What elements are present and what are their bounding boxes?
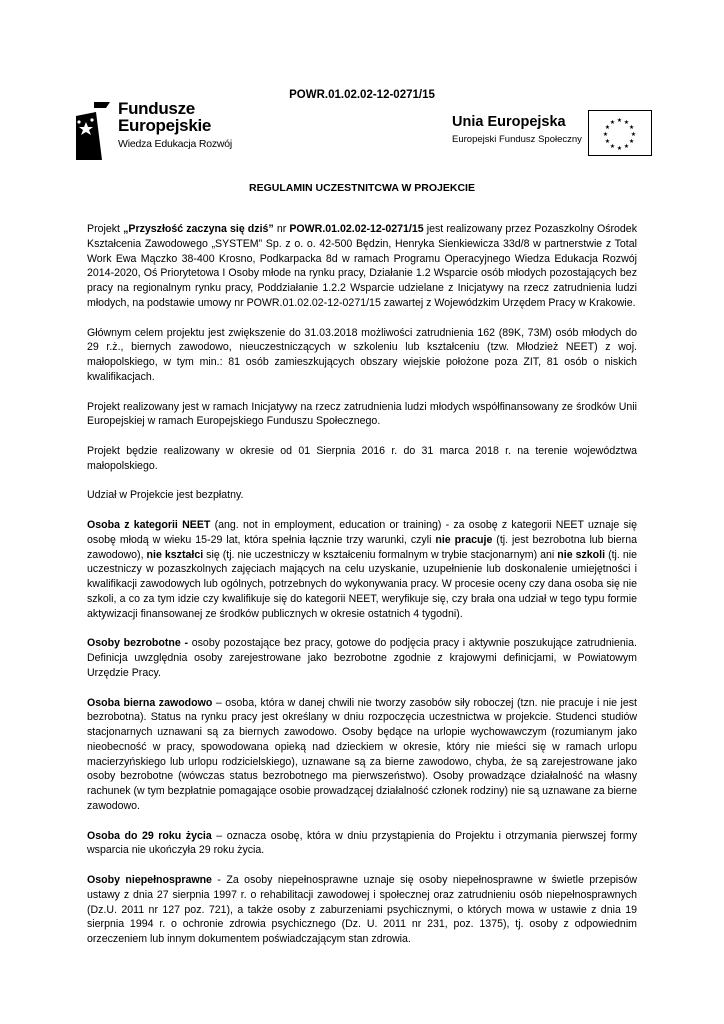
unia-europejska-logo: [452, 110, 652, 160]
svg-text:★: ★: [616, 145, 623, 152]
fundusze-europejskie-emblem-icon: [72, 102, 114, 160]
svg-text:★: ★: [604, 124, 611, 131]
ue-title: Unia Europejska: [452, 114, 566, 130]
svg-text:★: ★: [628, 138, 635, 145]
paragraph-free-participation: Udział w Projekcie jest bezpłatny.: [87, 489, 244, 502]
paragraph-project-intro: Projekt „Przyszłość zaczyna się dziś” nr POWR.01.02.02-12-0271/15 jest realizowany przez Pozaszkolny Ośrodek Kształcenia Zawodowego „SYSTEM” Sp. z o. o. 42-500 Będzin, Henryka Sienkiewicza 33d/8 w partnerstwie z Total Work Ewa Mączko 38-400 Krosno, Podkarpacka 8d w ramach Programu Operacyjnego Wiedza Edukacja Rozwój 2014-2020, Oś Priorytetowa I Osoby młode na rynku pracy, Działanie 1.2 Wsparcie osób młodych pozostających bez pracy na regionalnym rynku pracy, Poddziałanie 1.2.2 Wsparcie udzielane z Inicjatywy na rzecz zatrudnienia ludzi młodych, na podstawie umowy nr POWR.01.02.02-12-0271/15 zawartej z Wojewódzkim Urzędem Pracy w Krakowie.: [87, 223, 637, 309]
fundusze-europejskie-logo: [72, 100, 252, 170]
document-title: REGULAMIN UCZESTNITCWA W PROJEKCIE: [249, 182, 475, 194]
svg-text:★: ★: [623, 143, 630, 151]
svg-text:★: ★: [604, 138, 611, 145]
ue-subtitle: Europejski Fundusz Społeczny: [452, 134, 582, 145]
svg-text:★: ★: [609, 118, 616, 126]
paragraph-project-goal: Głównym celem projektu jest zwiększenie do 31.03.2018 możliwości zatrudnienia 162 (89K, 73M) osób młodych do 29 r.ż., biernych zawodowo, nieuczestniczących w szkoleniu lub kształceniu (tzw. Młodzież NEET) z woj. małopolskiego, w tym min.: 81 osób zamieszkujących obszary wiejskie położone poza ZIT, 81 osób o niskich kwalifikacjach.: [87, 326, 637, 383]
fe-title-line1: Fundusze: [118, 99, 195, 118]
paragraph-initiative: Projekt realizowany jest w ramach Inicjatywy na rzecz zatrudnienia ludzi młodych współfinansowany ze środków Unii Europejskiej w ramach Europejskiego Funduszu Społecznego.: [87, 400, 637, 428]
svg-text:★: ★: [609, 143, 616, 151]
svg-text:★: ★: [628, 124, 635, 131]
document-body: [87, 222, 637, 962]
paragraph-unemployed-definition: Osoby bezrobotne - osoby pozostające bez pracy, gotowe do podjęcia pracy i aktywnie poszukujące zatrudnienia. Definicja uwzględnia osoby zarejestrowane jako bezrobotne zgodnie z krajowymi definicjami, w Powiatowym Urzędzie Pracy.: [87, 637, 637, 679]
fe-title-line2: Europejskie: [118, 116, 212, 135]
svg-text:★: ★: [616, 117, 623, 124]
svg-text:★: ★: [623, 118, 630, 126]
svg-text:★: ★: [602, 131, 609, 138]
eu-stars-icon: [589, 111, 650, 154]
document-reference-number: POWR.01.02.02-12-0271/15: [289, 89, 435, 101]
paragraph-neet-definition: Osoba z kategorii NEET (ang. not in employment, education or training) - za osobę z kategorii NEET uznaje się osobę młodą w wieku 15-29 lat, która spełnia łącznie trzy warunki, czyli nie pracuje (tj. jest bezrobotna lub bierna zawodowo), nie kształci się (tj. nie uczestniczy w kształceniu formalnym w trybie stacjonarnym) ani nie szkoli (tj. nie uczestniczy w pozaszkolnych zajęciach mających na celu uzyskanie, uzupełnienie lub doskonalenie umiejętności i kwalifikacji zawodowych lub ogólnych, potrzebnych do wykonywania pracy. W procesie oceny czy dana osoba się nie szkoli, a co za tym idzie czy kwalifikuje się do kategorii NEET, weryfikuje się, czy brała ona udział w tego typu formie aktywizacji finansowanej ze środków publicznych w okresie ostatnich 4 tygodni).: [87, 518, 637, 620]
paragraph-age-definition: Osoba do 29 roku życia – oznacza osobę, która w dniu przystąpienia do Projektu i otrzymania pierwszej formy wsparcia nie ukończyła 29 roku życia.: [87, 829, 637, 857]
paragraph-duration: Projekt będzie realizowany w okresie od 01 Sierpnia 2016 r. do 31 marca 2018 r. na terenie województwa małopolskiego.: [87, 444, 637, 472]
paragraph-disabled-definition: Osoby niepełnosprawne - Za osoby niepełnosprawne uznaje się osoby niepełnosprawne w świetle przepisów ustawy z dnia 27 sierpnia 1997 r. o rehabilitacji zawodowej i społecznej oraz zatrudnieniu osób niepełnosprawnych (Dz.U. 2011 nr 127 poz. 721), a także osoby z zaburzeniami psychicznymi, o których mowa w ustawie z dnia 19 sierpnia 1994 r. o ochronie zdrowia psychicznego (Dz. U. 2011 nr 231, poz. 1375), tj. osoby z odpowiednim orzeczeniem lub innym dokumentem poświadczającym stan zdrowia.: [87, 874, 637, 946]
svg-text:★: ★: [630, 131, 637, 138]
paragraph-inactive-definition: Osoba bierna zawodowo – osoba, która w danej chwili nie tworzy zasobów siły roboczej (tzn. nie pracuje i nie jest bezrobotna). Status na rynku pracy jest określany w dniu rozpoczęcia uczestnictwa w projekcie. Studenci studiów stacjonarnych uznawani są za biernych zawodowo. Osoby będące na urlopie wychowawczym (rozumianym jako nieobecność w pracy, spowodowana opieką nad dzieckiem w okresie, który nie mieści się w ramach urlopu macierzyńskiego lub urlopu rodzicielskiego), uznawane są za bierne zawodowo, chyba, że są zarejestrowane jako osoby bezrobotne (wówczas status bezrobotnego ma pierwszeństwo). Osoby prowadzące działalność na własny rachunek (w tym bezpłatnie pomagające osobie prowadzącej działalność członek rodziny) nie są uznawane za bierne zawodowo.: [87, 696, 638, 813]
fe-subtitle: Wiedza Edukacja Rozwój: [118, 138, 233, 150]
eu-flag-icon: [588, 110, 652, 156]
